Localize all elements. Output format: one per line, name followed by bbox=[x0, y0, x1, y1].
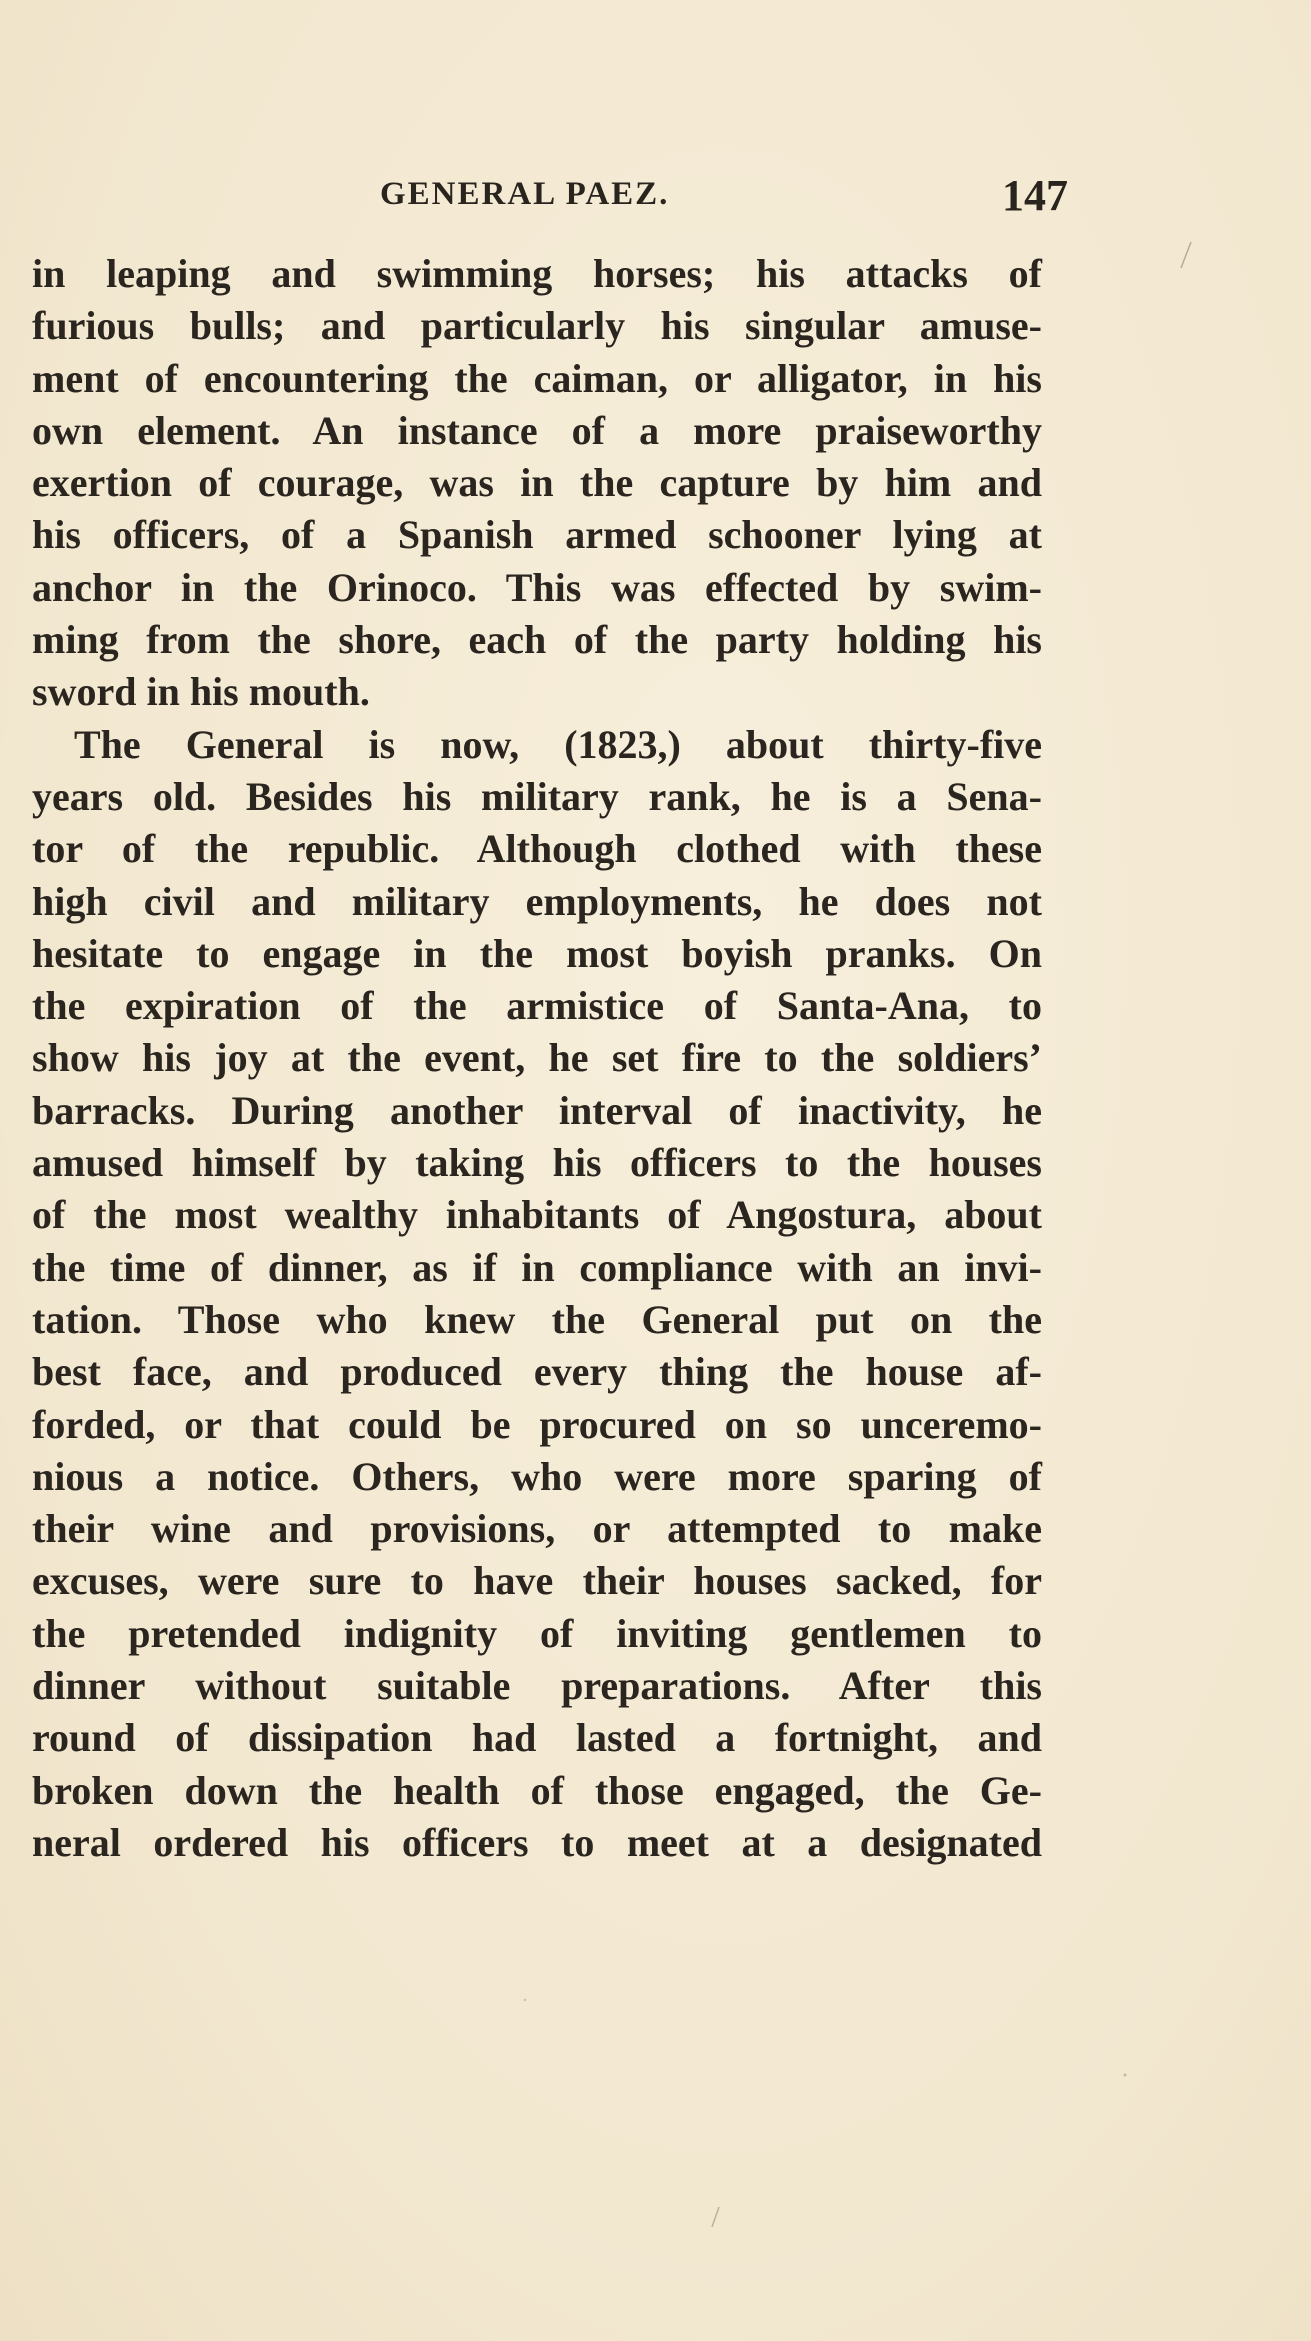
body-text bbox=[32, 248, 1042, 1869]
text-line: the expiration of the armistice of Santa-Ana, to bbox=[32, 983, 1042, 1029]
text-line: furious bulls; and particularly his singular amuse- bbox=[32, 303, 1042, 349]
text-line: years old. Besides his military rank, he is a Sena- bbox=[32, 773, 1042, 819]
text-line: anchor in the Orinoco. This was effected by swim- bbox=[32, 564, 1042, 610]
text-line: nious a notice. Others, who were more sparing of bbox=[32, 1453, 1042, 1499]
text-line: excuses, were sure to have their houses sacked, for bbox=[32, 1558, 1042, 1604]
text-line: tor of the republic. Although clothed with these bbox=[32, 826, 1042, 872]
text-line: tation. Those who knew the General put on the bbox=[32, 1296, 1042, 1342]
text-line: barracks. During another interval of inactivity, he bbox=[32, 1087, 1042, 1133]
text-line: own element. An instance of a more praiseworthy bbox=[32, 407, 1042, 453]
page-number: 147 bbox=[1002, 171, 1068, 220]
text-line: neral ordered his officers to meet at a designated bbox=[32, 1819, 1042, 1865]
text-line: their wine and provisions, or attempted to make bbox=[32, 1506, 1042, 1552]
text-line: ment of encountering the caiman, or alligator, in his bbox=[32, 355, 1042, 401]
text-line: The General is now, (1823,) about thirty-five bbox=[74, 721, 1042, 767]
text-line: amused himself by taking his officers to the houses bbox=[32, 1140, 1042, 1186]
paper-blemish bbox=[1120, 2070, 1130, 2080]
running-head: GENERAL PAEZ. bbox=[380, 176, 670, 212]
text-line: the time of dinner, as if in compliance with an invi- bbox=[32, 1244, 1042, 1290]
text-line: exertion of courage, was in the capture by him and bbox=[32, 460, 1042, 506]
text-line: ming from the shore, each of the party holding his bbox=[32, 617, 1042, 663]
text-line: of the most wealthy inhabitants of Angostura, about bbox=[32, 1192, 1042, 1238]
text-line: round of dissipation had lasted a fortnight, and bbox=[32, 1715, 1042, 1761]
text-line: his officers, of a Spanish armed schooner lying at bbox=[32, 512, 1042, 558]
text-line: dinner without suitable preparations. After this bbox=[32, 1663, 1042, 1709]
text-line: sword in his mouth. bbox=[32, 669, 370, 715]
text-line: in leaping and swimming horses; his attacks of bbox=[32, 251, 1042, 296]
text-line: show his joy at the event, he set fire to the soldiers’ bbox=[32, 1035, 1042, 1081]
text-line: broken down the health of those engaged, the Ge- bbox=[32, 1767, 1042, 1813]
paper-blemish bbox=[708, 2205, 722, 2229]
paper-blemish bbox=[1175, 240, 1195, 270]
text-line: forded, or that could be procured on so unceremo- bbox=[32, 1401, 1042, 1447]
text-line: the pretended indignity of inviting gentlemen to bbox=[32, 1610, 1042, 1656]
page-header bbox=[0, 170, 1311, 220]
paper-blemish bbox=[520, 1995, 530, 2005]
text-line: high civil and military employments, he does not bbox=[32, 878, 1042, 924]
text-line: best face, and produced every thing the house af- bbox=[32, 1349, 1042, 1395]
text-line: hesitate to engage in the most boyish pranks. On bbox=[32, 930, 1042, 976]
